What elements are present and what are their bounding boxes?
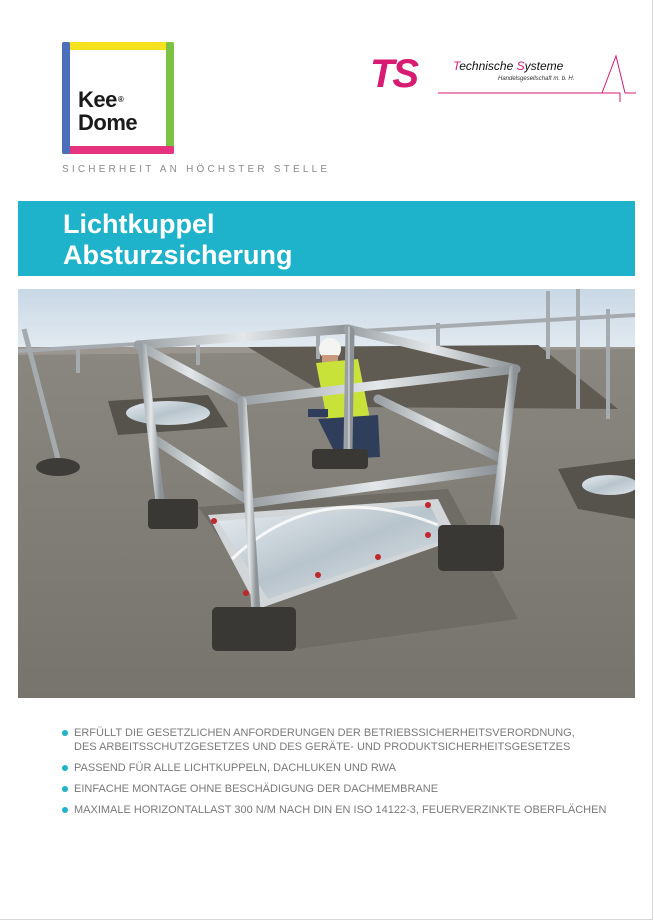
ts-name-part2: ysteme [524,59,564,73]
feature-text: MAXIMALE HORIZONTALLAST 300 N/M NACH DIN EN ISO 14122-3, FEUERVERZINKTE OBERFLÄCHEN [74,804,607,816]
bullet-dot-icon [62,730,68,736]
brand-tagline: SICHERHEIT AN HÖCHSTER STELLE [62,164,331,175]
feature-item [62,803,632,817]
keedome-word-1: Kee [78,87,117,112]
bullet-dot-icon [62,765,68,771]
logo-bar-bottom [62,146,174,154]
feature-list [62,726,632,824]
ts-mark: TS [370,52,418,96]
ts-name-part1: echnische [459,59,517,73]
rooftop-guardrail-illustration [18,289,635,698]
registered-mark: ® [117,95,124,104]
feature-item [62,726,632,754]
feature-item [62,782,632,796]
page-title [63,209,293,271]
feature-text-cont: DES ARBEITSSCHUTZGESETZES UND DES GERÄTE- UND PRODUKTSICHERHEITSGESETZES [74,741,571,753]
feature-text: EINFACHE MONTAGE OHNE BESCHÄDIGUNG DER DACHMEMBRANE [74,783,439,795]
keedome-wordmark [78,88,137,134]
keedome-logo [62,42,174,154]
bullet-dot-icon [62,786,68,792]
ts-company-name [453,59,563,73]
logo-bar-right [166,42,174,154]
feature-text: PASSEND FÜR ALLE LICHTKUPPELN, DACHLUKEN UND RWA [74,762,396,774]
title-line-2: Absturzsicherung [63,240,293,270]
feature-item [62,761,632,775]
logo-bar-left [62,42,70,154]
logo-bar-top [62,42,174,50]
title-banner [18,201,635,276]
feature-text: ERFÜLLT DIE GESETZLICHEN ANFORDERUNGEN DER BETRIEBSSICHERHEITSVERORDNUNG, [74,727,575,739]
product-photo [18,289,635,698]
ts-initial-s: S [516,59,525,73]
ts-initial-t: T [453,59,460,73]
ts-logo [370,52,638,104]
bullet-dot-icon [62,807,68,813]
keedome-word-2: Dome [78,110,138,135]
ts-subtitle: Handelsgesellschaft m. b. H. [498,76,575,82]
title-line-1: Lichtkuppel [63,209,215,239]
